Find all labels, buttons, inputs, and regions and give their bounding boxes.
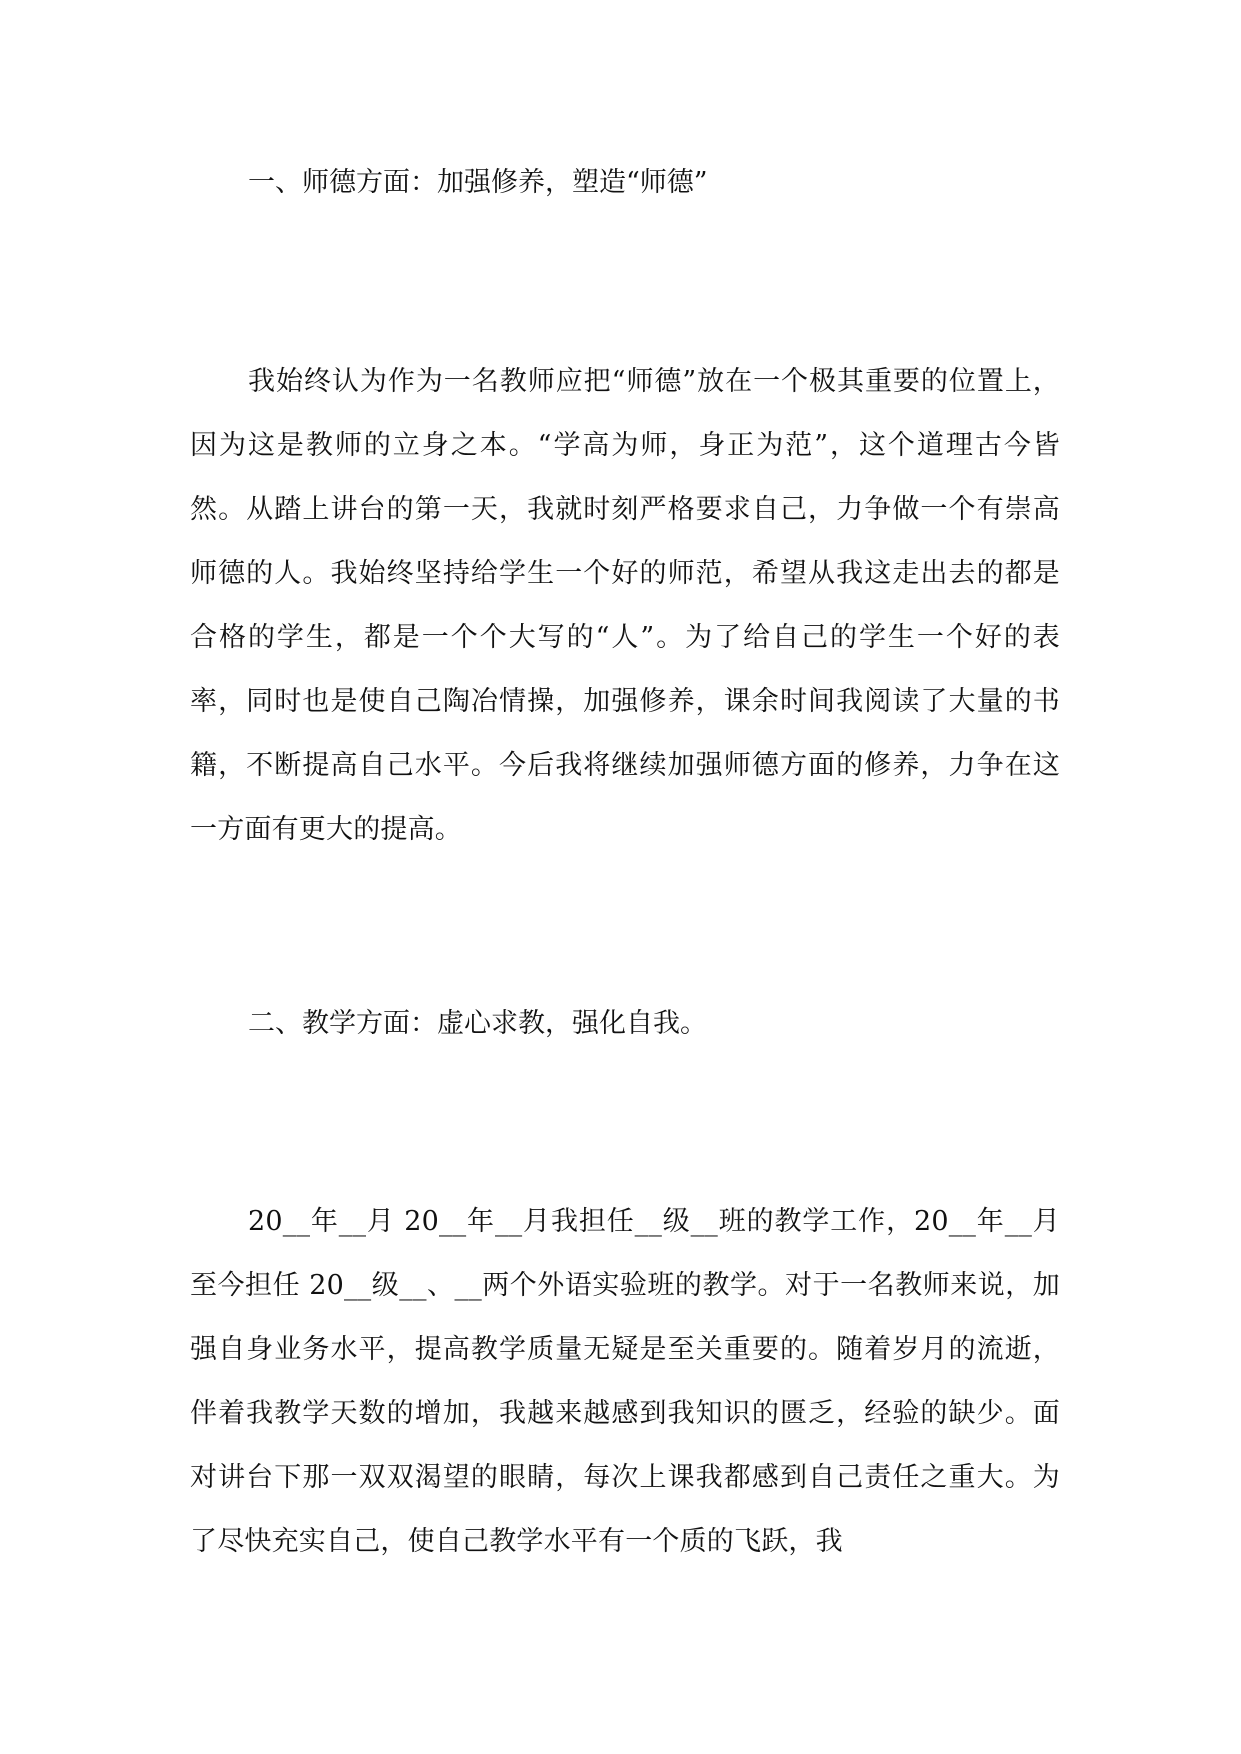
section-2-heading: 二、教学方面：虚心求教，强化自我。 xyxy=(248,1008,707,1039)
section-2-paragraph: 20__年__月 20__年__月我担任__级__班的教学工作，20__年__月至今担任 20__级__、__两个外语实验班的教学。对于一名教师来说，加强自身业务水平，提高教学质量无疑是至关重要的。随着岁月的流逝，伴着我教学天数的增加，我越来越感到我知识的匮乏，经验的缺少。面对讲台下那一双双渴望的眼睛，每次上课我都感到自己责任之重大。为了尽快充实自己，使自己教学水平有一个质的飞跃，我 xyxy=(190,1206,1060,1557)
section-1-paragraph: 我始终认为作为一名教师应把“师德”放在一个极其重要的位置上，因为这是教师的立身之本。“学高为师，身正为范”，这个道理古今皆然。从踏上讲台的第一天，我就时刻严格要求自己，力争做一个有崇高师德的人。我始终坚持给学生一个好的师范，希望从我这走出去的都是合格的学生，都是一个个大写的“人”。为了给自己的学生一个好的表率，同时也是使自己陶冶情操，加强修养，课余时间我阅读了大量的书籍，不断提高自己水平。今后我将继续加强师德方面的修养，力争在这一方面有更大的提高。 xyxy=(190,366,1060,845)
section-1-heading: 一、师德方面：加强修养，塑造“师德” xyxy=(248,167,708,198)
